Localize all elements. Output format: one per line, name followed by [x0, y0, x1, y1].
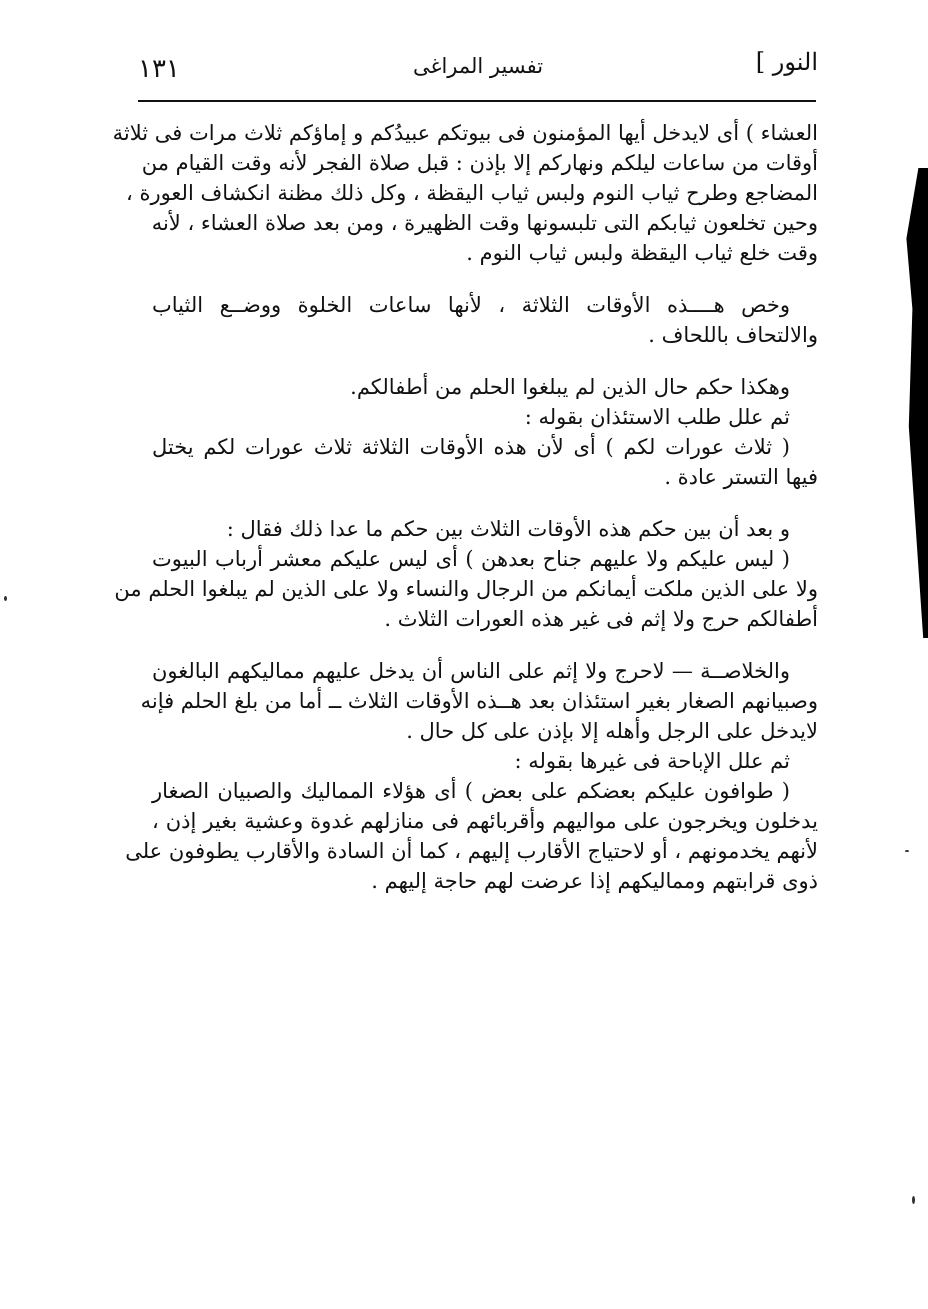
- text-line: ثم علل طلب الاستئذان بقوله :: [524, 405, 790, 429]
- text-line: أطفالكم حرج ولا إثم فى غير هذه العورات الثلاث .: [384, 607, 818, 631]
- text-line: والالتحاف باللحاف .: [648, 323, 818, 347]
- book-title: تفسير المراغى: [412, 54, 544, 78]
- text-line: ( ليس عليكم ولا عليهم جناح بعدهن ) أى ليس عليكم معشر أرباب البيوت: [152, 547, 791, 571]
- text-line: وخص هــــذه الأوقات الثلاثة ، لأنها ساعات الخلوة ووضــع الثياب: [152, 293, 790, 317]
- text-line: وصبيانهم الصغار بغير استئذان بعد هــذه الأوقات الثلاث ــ أما من بلغ الحلم فإنه: [140, 689, 818, 713]
- text-line: المضاجع وطرح ثياب النوم ولبس ثياب اليقظة ، وكل ذلك مظنة انكشاف العورة ،: [125, 181, 818, 205]
- text-line: لايدخل على الرجل وأهله إلا بإذن على كل حال .: [406, 719, 818, 743]
- text-line: والخلاصــة — لاحرج ولا إثم على الناس أن يدخل عليهم مماليكهم البالغون: [152, 659, 790, 683]
- surah-name: النور ]: [755, 48, 818, 76]
- text-line: ولا على الذين ملكت أيمانكم من الرجال والنساء ولا على الذين لم يبلغوا الحلم من: [114, 577, 818, 601]
- text-line: ذوى قرابتهم ومماليكهم إذا عرضت لهم حاجة إليهم .: [371, 869, 818, 893]
- text-line: ثم علل الإباحة فى غيرها بقوله :: [514, 749, 790, 773]
- scan-speck: [905, 850, 909, 852]
- text-line: وهكذا حكم حال الذين لم يبلغوا الحلم من أطفالكم.: [350, 375, 790, 399]
- text-line: أوقات من ساعات ليلكم ونهاركم إلا بإذن : قبل صلاة الفجر لأنه وقت القيام من: [141, 151, 818, 175]
- text-line: يدخلون ويخرجون على مواليهم وأقربائهم فى منازلهم غدوة وعشية بغير إذن ،: [152, 809, 818, 833]
- page-header: [138, 42, 818, 98]
- header-rule: [138, 100, 816, 102]
- text-line: وقت خلع ثياب اليقظة ولبس ثياب النوم .: [466, 241, 818, 265]
- scan-shadow: [904, 168, 928, 638]
- text-line: العشاء ) أى لايدخل أيها المؤمنون فى بيوتكم عبيدُكم و إماؤكم ثلاث مرات فى ثلاثة: [112, 121, 818, 145]
- scan-speck: [912, 1196, 915, 1204]
- page-body: [112, 118, 818, 896]
- text-line: لأنهم يخدمونهم ، أو لاحتياج الأقارب إليهم ، كما أن السادة والأقارب يطوفون على: [125, 839, 818, 863]
- text-line: و بعد أن بين حكم هذه الأوقات الثلاث بين حكم ما عدا ذلك فقال :: [226, 517, 790, 541]
- text-line: ( ثلاث عورات لكم ) أى لأن هذه الأوقات الثلاثة ثلاث عورات لكم يختل: [152, 435, 790, 459]
- text-line: ( طوافون عليكم بعضكم على بعض ) أى هؤلاء المماليك والصبيان الصغار: [152, 779, 790, 803]
- scan-speck: [4, 596, 7, 601]
- text-line: فيها التستر عادة .: [664, 465, 818, 489]
- page-number: ١٣١: [138, 54, 180, 84]
- text-line: وحين تخلعون ثيابكم التى تلبسونها وقت الظهيرة ، ومن بعد صلاة العشاء ، لأنه: [151, 211, 818, 235]
